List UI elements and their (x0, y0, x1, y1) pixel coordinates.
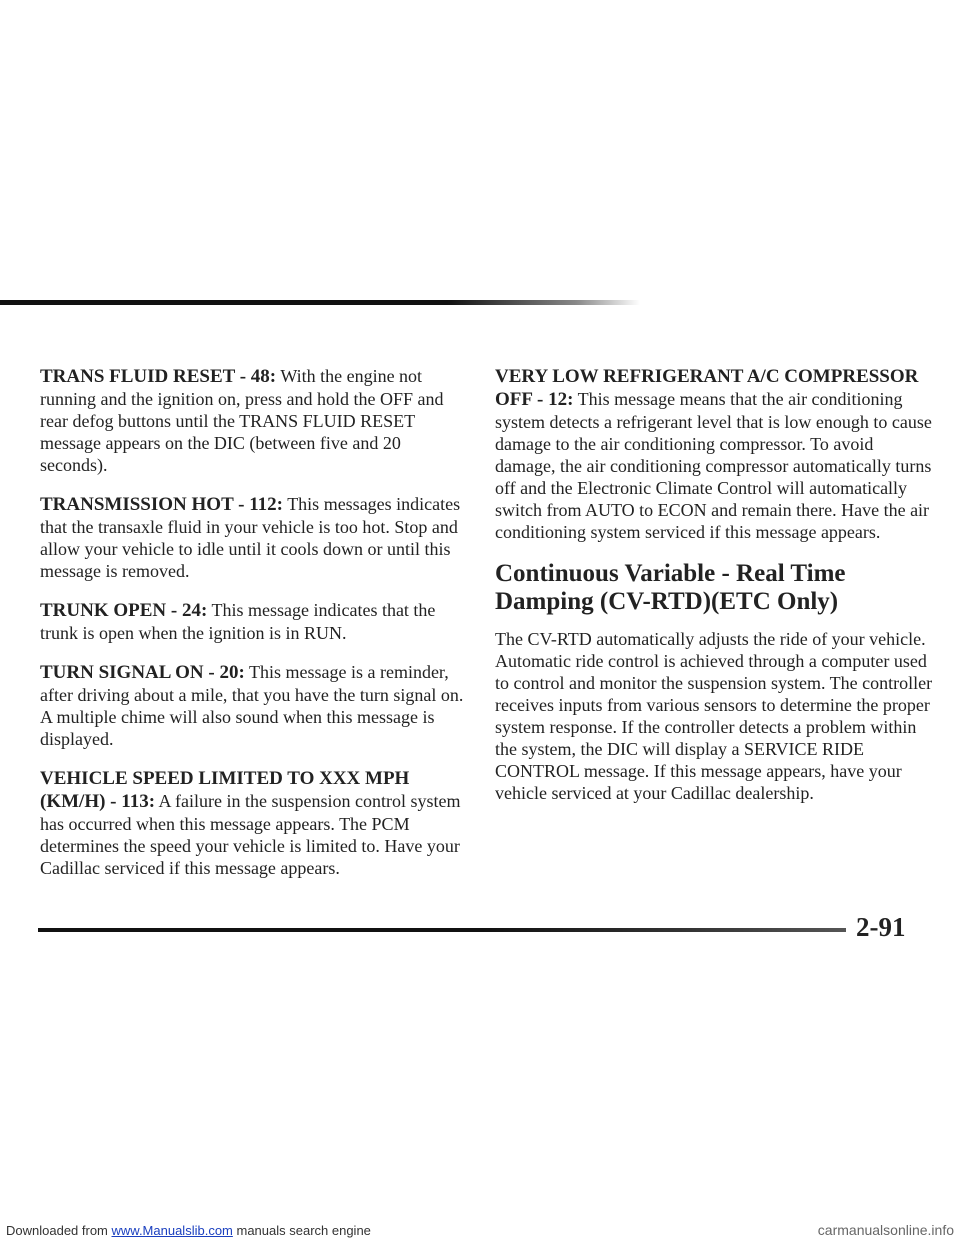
entry-term: TRANSMISSION HOT - 112: (40, 494, 284, 515)
entry-very-low-refrigerant (495, 365, 937, 543)
watermark: carmanualsonline.info (817, 1222, 954, 1238)
entry-trans-fluid-reset (40, 365, 472, 476)
entry-text: This messages indicates that the transaxle fluid in your vehicle is too hot. Stop and allow your vehicle to idle until it cools down or until this message is removed. (40, 494, 461, 581)
entry-text: A failure in the suspension control system has occurred when this message appears. The PCM determines the speed your vehicle is limited to. Have your Cadillac serviced if this message appears. (40, 791, 461, 878)
entry-vehicle-speed-limited (40, 767, 472, 879)
entry-term: TRANS FLUID RESET - 48: (40, 366, 277, 387)
page-number: 2-91 (856, 912, 906, 942)
download-credit (6, 1223, 371, 1238)
entry-term: VEHICLE SPEED LIMITED TO XXX MPH (KM/H) - 113: (40, 768, 410, 812)
entry-text: This message is a reminder, after driving about a mile, that you have the turn signal on. A multiple chime will also sound when this message is displayed. (40, 662, 464, 749)
footer-prefix: Downloaded from (6, 1223, 112, 1238)
bottom-rule (38, 928, 846, 932)
footer (0, 1220, 960, 1240)
entry-transmission-hot (40, 493, 472, 582)
entry-text: This message indicates that the trunk is open when the ignition is in RUN. (40, 600, 436, 643)
entry-text: This message means that the air conditioning system detects a refrigerant level that is low enough to cause damage to the air conditioning compressor. To avoid damage, the air conditioning compressor automatically turns off and the Electronic Climate Control will automatically switch from AUTO to ECON and remain there. Have the air conditioning system serviced if this message appears. (495, 389, 932, 542)
entry-turn-signal-on (40, 661, 472, 750)
entry-term: TURN SIGNAL ON - 20: (40, 662, 245, 683)
section-heading: Continuous Variable - Real Time Damping (CV-RTD)(ETC Only) (495, 560, 846, 615)
right-column (495, 365, 937, 821)
manualslib-link[interactable]: www.Manualslib.com (111, 1223, 233, 1238)
left-column (40, 365, 472, 896)
section-body: The CV-RTD automatically adjusts the ride of your vehicle. Automatic ride control is achieved through a computer used to control and monitor the suspension system. The controller receives inputs from various sensors to determine the proper system response. If the controller detects a problem within the system, the DIC will display a SERVICE RIDE CONTROL message. If this message appears, have your vehicle serviced at your Cadillac dealership. (495, 629, 933, 803)
entry-text: With the engine not running and the ignition on, press and hold the OFF and rear defog buttons until the TRANS FLUID RESET message appears on the DIC (between five and 20 seconds). (40, 366, 444, 475)
entry-term: TRUNK OPEN - 24: (40, 600, 208, 621)
top-rule (0, 300, 640, 305)
footer-suffix: manuals search engine (232, 1223, 371, 1238)
entry-term: VERY LOW REFRIGERANT A/C COMPRESSOR OFF - 12: (495, 366, 919, 410)
entry-trunk-open (40, 599, 472, 644)
